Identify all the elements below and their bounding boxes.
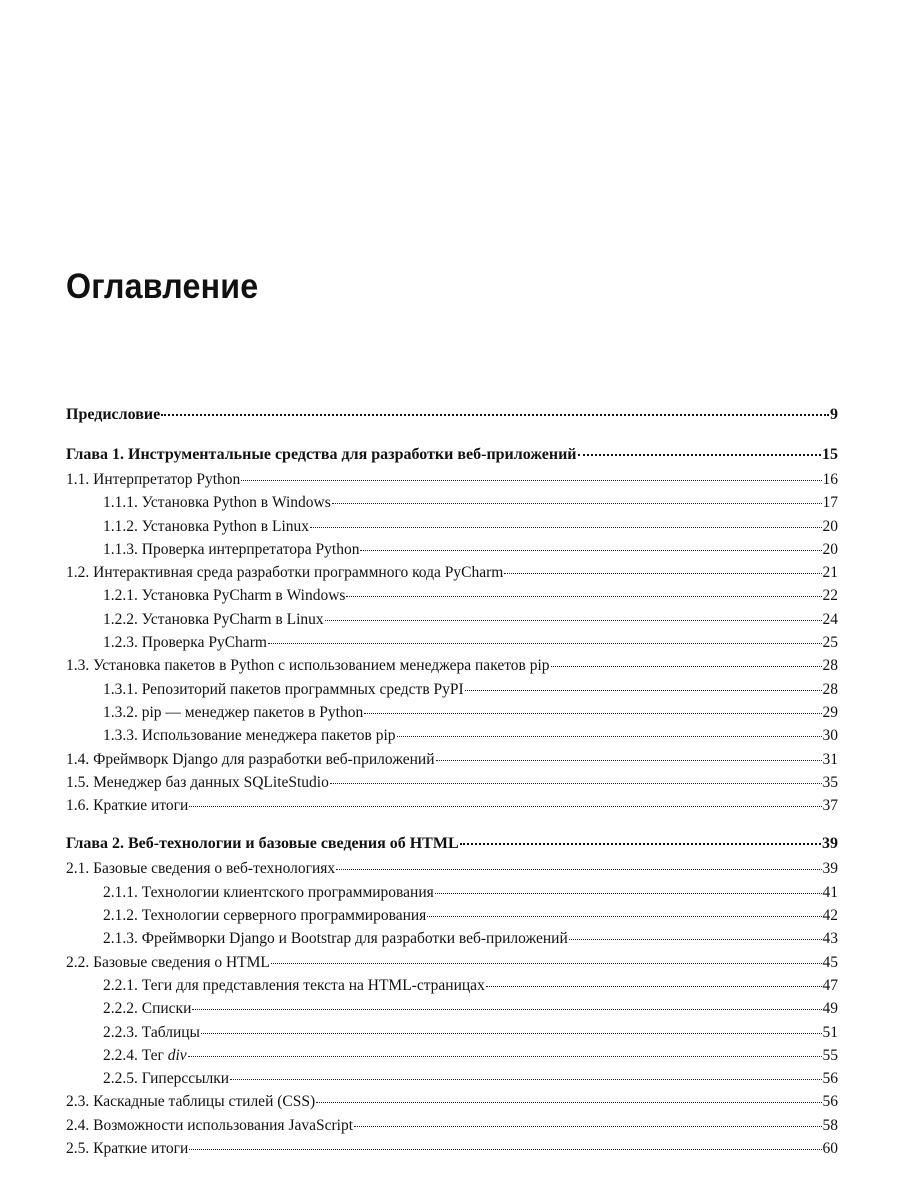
dot-leader [241,480,821,481]
toc-subsection[interactable] [66,608,838,631]
toc-entry-label: 1.6. Краткие итоги [66,797,189,815]
toc-entry-page: 22 [822,587,838,605]
dot-leader [460,843,821,845]
toc-subsection[interactable] [66,974,838,997]
toc-entry-page: 35 [822,773,838,791]
dot-leader [189,1149,821,1150]
toc-entry-page: 31 [822,750,838,768]
toc-entry-page: 43 [822,930,838,948]
dot-leader [230,1079,821,1080]
toc-entry-label: 2.2. Базовые сведения о HTML [66,953,270,971]
toc-entry-label: 2.1.3. Фреймворки Django и Bootstrap для разработки веб-приложений [103,930,568,948]
toc-entry-page: 47 [822,976,838,994]
toc-subsection[interactable] [66,997,838,1020]
toc-section[interactable] [66,1114,838,1137]
dot-leader [346,596,821,597]
toc-chapter-1[interactable] [66,442,838,468]
table-of-contents [66,402,838,1160]
toc-entry-label: 1.1. Интерпретатор Python [66,471,241,488]
toc-entry-page: 56 [822,1070,838,1088]
toc-subsection[interactable] [66,1021,838,1044]
toc-subsection[interactable] [66,631,838,654]
toc-entry-page: 20 [822,517,838,535]
toc-entry-label: 2.2.3. Таблицы [103,1023,200,1041]
dot-leader [316,1102,821,1103]
dot-leader [435,893,822,894]
dot-leader [332,503,822,504]
toc-subsection[interactable] [66,724,838,747]
toc-entry-label: 1.1.2. Установка Python в Linux [103,517,310,535]
dot-leader [330,783,822,784]
toc-entry-page: 49 [822,1000,838,1018]
toc-chapter-2[interactable] [66,831,838,857]
dot-leader [192,1009,821,1010]
toc-entry-label: 1.5. Менеджер баз данных SQLiteStudio [66,773,329,791]
toc-entry-label: 1.3. Установка пакетов в Python с использованием менеджера пакетов pip [66,657,550,675]
toc-entry-label: 2.5. Краткие итоги [66,1140,189,1158]
toc-subsection[interactable] [66,904,838,927]
toc-entry-label: 2.2.5. Гиперссылки [103,1070,230,1088]
toc-section[interactable] [66,794,838,817]
toc-entry-page: 20 [822,540,838,558]
toc-subsection[interactable] [66,538,838,561]
toc-subsection[interactable] [66,584,838,607]
dot-leader [310,527,821,528]
toc-entry-label: 1.3.2. pip — менеджер пакетов в Python [103,703,364,721]
dot-leader [360,550,821,551]
toc-subsection[interactable] [66,881,838,904]
toc-entry-page: 56 [822,1093,838,1111]
toc-entry-page: 28 [822,680,838,698]
dot-leader [271,963,822,964]
toc-subsection[interactable] [66,678,838,701]
toc-chapter-label: Глава 1. Инструментальные средства для разработки веб-приложений [66,446,577,463]
toc-subsection[interactable] [66,1044,838,1067]
toc-entry-label: 1.2.1. Установка PyCharm в Windows [103,587,346,605]
toc-entry-page: 9 [830,406,838,423]
toc-section[interactable] [66,468,838,491]
toc-chapter-label: Глава 2. Веб-технологии и базовые сведения об HTML [66,835,459,853]
toc-section[interactable] [66,1137,838,1160]
toc-section[interactable] [66,561,838,584]
toc-subsection[interactable] [66,927,838,950]
toc-entry-page: 42 [822,907,838,925]
dot-leader [354,1126,821,1127]
dot-leader [427,916,821,917]
page-title: Оглавление [66,267,259,307]
toc-entry-label: 2.4. Возможности использования JavaScript [66,1116,354,1134]
toc-chapter-page: 15 [822,446,838,463]
toc-section[interactable] [66,771,838,794]
toc-entry-page: 21 [822,564,838,582]
toc-entry-label: 1.1.1. Установка Python в Windows [103,494,331,512]
toc-entry-label: 1.3.1. Репозиторий пакетов программных средств PyPI [103,680,464,698]
toc-entry-label: 2.1.1. Технологии клиентского программирования [103,883,434,901]
toc-entry-label: 2.2.1. Теги для представления текста на HTML-страницах [103,976,485,994]
toc-entry-page: 17 [822,494,838,512]
dot-leader [189,806,821,807]
toc-subsection[interactable] [66,515,838,538]
dot-leader [578,454,822,456]
toc-entry-label [103,1044,187,1067]
dot-leader [569,939,822,940]
toc-entry-page: 28 [822,657,838,675]
toc-section[interactable] [66,857,838,880]
toc-entry-label: 1.2. Интерактивная среда разработки программного кода PyCharm [66,564,504,582]
dot-leader [436,760,822,761]
dot-leader [268,643,822,644]
toc-subsection[interactable] [66,491,838,514]
toc-entry-label: 2.1. Базовые сведения о веб-технологиях [66,860,336,878]
toc-entry-label: 2.3. Каскадные таблицы стилей (CSS) [66,1093,316,1111]
toc-entry-label: 1.1.3. Проверка интерпретатора Python [103,540,360,558]
dot-leader [201,1033,822,1034]
toc-entry-label: Предисловие [66,406,161,423]
toc-entry-label: 1.2.3. Проверка PyCharm [103,634,267,652]
toc-entry-page: 45 [822,953,838,971]
toc-entry-page: 25 [822,634,838,652]
dot-leader [551,666,822,667]
toc-entry-page: 60 [822,1140,838,1158]
toc-section[interactable] [66,654,838,677]
dot-leader [325,620,822,621]
toc-entry-label: 1.2.2. Установка PyCharm в Linux [103,610,324,628]
toc-subsection[interactable] [66,1067,838,1090]
toc-section[interactable] [66,1090,838,1113]
toc-entry-label-emphasis: div [167,1046,187,1064]
toc-chapter-page: 39 [822,835,838,853]
dot-leader [504,573,821,574]
dot-leader [397,736,822,737]
toc-entry-page: 39 [822,860,838,878]
toc-entry-page: 24 [822,610,838,628]
dot-leader [336,869,821,870]
dot-leader [188,1056,822,1057]
toc-entry-preface[interactable] [66,402,838,428]
toc-entry-label: 2.2.2. Списки [103,1000,192,1018]
toc-entry-label: 1.4. Фреймворк Django для разработки веб-приложений [66,750,435,768]
toc-entry-page: 58 [822,1116,838,1134]
dot-leader [465,690,822,691]
toc-entry-page: 41 [822,883,838,901]
toc-subsection[interactable] [66,701,838,724]
toc-entry-label-prefix: 2.2.4. Тег [103,1046,168,1064]
toc-entry-page: 37 [822,797,838,815]
toc-entry-label: 2.1.2. Технологии серверного программирования [103,907,427,925]
toc-section[interactable] [66,748,838,771]
toc-section[interactable] [66,951,838,974]
toc-entry-label: 1.3.3. Использование менеджера пакетов pip [103,727,396,745]
toc-entry-page: 16 [822,471,838,488]
dot-leader [486,986,822,987]
toc-entry-page: 30 [822,727,838,745]
dot-leader [364,713,821,714]
toc-entry-page: 29 [822,703,838,721]
toc-entry-page: 55 [822,1046,838,1064]
toc-entry-page: 51 [822,1023,838,1041]
dot-leader [161,414,829,416]
